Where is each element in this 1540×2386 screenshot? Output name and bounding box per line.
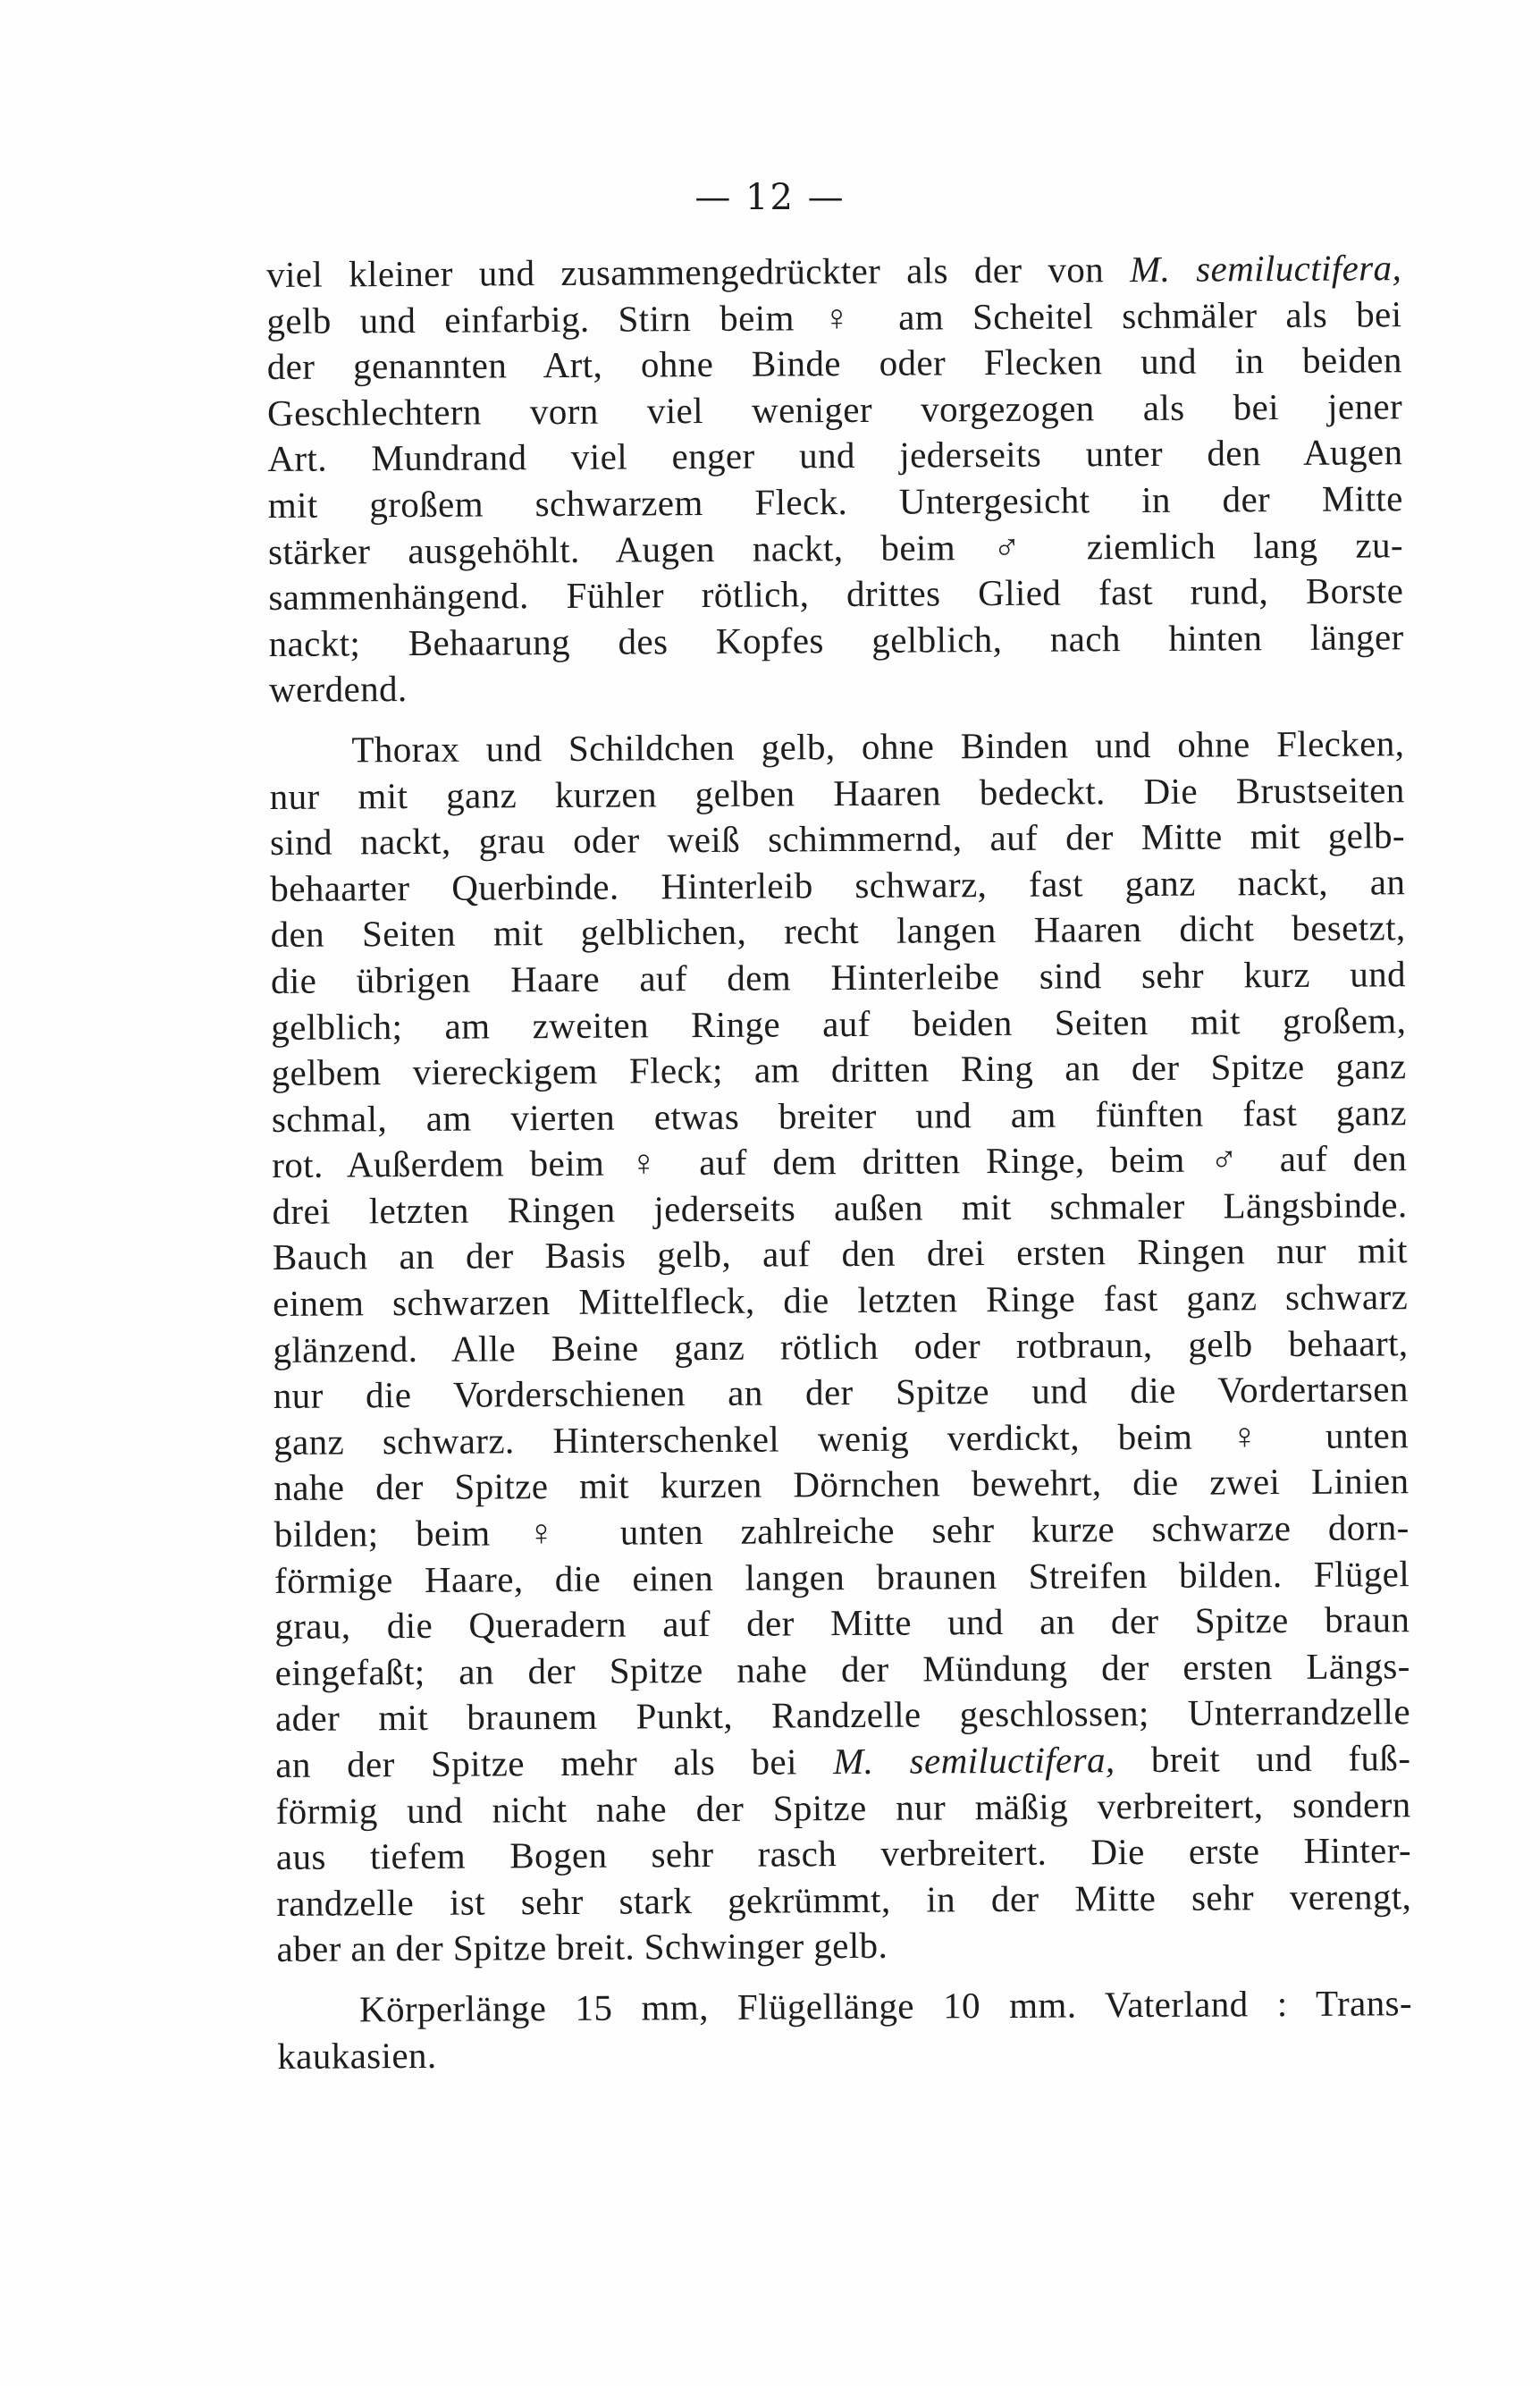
text-segment: randzelle ist sehr stark gekrümmt, in der Mitte sehr verengt,: [276, 1875, 1412, 1924]
text-segment: ganz schwarz. Hinterschenkel wenig verdickt, beim ♀ unten: [273, 1414, 1410, 1463]
paragraph-1: [266, 245, 1404, 713]
text-segment: viel kleiner und zusammengedrückter als der von: [266, 249, 1131, 295]
text-segment: Thorax und Schildchen gelb, ohne Binden und ohne Flecken,: [351, 722, 1405, 771]
body-text: [266, 245, 1412, 2079]
text-line: [273, 1366, 1409, 1419]
text-line: [269, 614, 1404, 667]
text-line: [271, 951, 1406, 1004]
text-line: [276, 1874, 1411, 1927]
text-line: [273, 1228, 1408, 1281]
text-segment: behaarter Querbinde. Hinterleib schwarz, fast ganz nackt, an: [270, 860, 1406, 909]
text-line: [277, 2027, 1412, 2079]
text-segment: nur die Vorderschienen an der Spitze und die Vordertarsen: [273, 1368, 1409, 1417]
text-line: [268, 476, 1403, 528]
text-segment: gelblich; am zweiten Ringe auf beiden Seiten mit großem,: [271, 999, 1407, 1048]
text-segment: gelbem viereckigem Fleck; am dritten Ring an der Spitze ganz: [271, 1045, 1407, 1094]
text-line: [272, 1136, 1407, 1189]
text-line: [268, 522, 1403, 575]
text-line: [269, 721, 1404, 773]
text-line: [275, 1782, 1410, 1834]
text-line: [272, 1090, 1407, 1142]
species-name: M. semiluctifera,: [1129, 247, 1402, 291]
text-segment: schmal, am vierten etwas breiter und am fünften fast ganz: [271, 1091, 1408, 1140]
text-segment: nahe der Spitze mit kurzen Dörnchen bewehrt, die zwei Linien: [273, 1460, 1410, 1509]
text-segment: nackt; Behaarung des Kopfes gelblich, nach hinten länger: [268, 615, 1404, 664]
text-segment: förmig und nicht nahe der Spitze nur mäßig verbreitert, sondern: [275, 1783, 1411, 1832]
text-segment: werdend.: [268, 668, 408, 711]
text-segment: glänzend. Alle Beine ganz rötlich oder rotbraun, gelb behaart,: [273, 1321, 1409, 1370]
page-number: — 12 —: [694, 177, 846, 218]
text-segment: mit großem schwarzem Fleck. Untergesicht in der Mitte: [267, 477, 1403, 526]
text-line: [271, 906, 1406, 958]
species-name: M. semiluctifera,: [832, 1739, 1115, 1783]
text-segment: grau, die Queradern auf der Mitte und an der Spitze braun: [274, 1598, 1410, 1648]
text-line: [270, 859, 1405, 912]
text-line: [273, 1274, 1408, 1327]
text-line: [276, 1827, 1411, 1880]
text-segment: drei letzten Ringen jederseits außen mit schmaler Längsbinde.: [272, 1184, 1408, 1232]
text-line: [274, 1505, 1410, 1557]
text-segment: ader mit braunem Punkt, Randzelle geschlossen; Unterrandzelle: [274, 1690, 1411, 1740]
text-segment: kaukasien.: [277, 2034, 437, 2077]
text-segment: aus tiefem Bogen sehr rasch verbreitert. Die erste Hinter-: [275, 1829, 1412, 1878]
text-segment: stärker ausgehöhlt. Augen nackt, beim ♂ ziemlich lang zu-: [267, 523, 1404, 572]
text-line: [269, 661, 1404, 713]
text-segment: bilden; beim ♀ unten zahlreiche sehr kurze schwarze dorn-: [273, 1506, 1410, 1556]
text-segment: der genannten Art, ohne Binde oder Flecken und in beiden: [266, 339, 1402, 388]
text-segment: Körperlänge 15 mm, Flügellänge 10 mm. Vaterland : Trans-: [358, 1982, 1413, 2030]
paragraph-2: [269, 721, 1411, 1973]
text-line: [270, 767, 1405, 820]
text-line: [275, 1690, 1410, 1742]
text-line: [272, 1182, 1407, 1235]
text-line: [267, 430, 1402, 483]
text-segment: an der Spitze mehr als bei: [275, 1741, 834, 1785]
text-line: [273, 1412, 1409, 1465]
paragraph-3: [277, 1980, 1413, 2079]
text-line: [271, 1043, 1406, 1096]
text-segment: die übrigen Haare auf dem Hinterleibe sind sehr kurz und: [270, 953, 1407, 1001]
text-line: [274, 1597, 1410, 1649]
text-segment: gelb und einfarbig. Stirn beim ♀ am Scheitel schmäler als bei: [266, 292, 1402, 341]
text-line: [273, 1459, 1409, 1512]
text-segment: breit und fuß-: [1115, 1737, 1411, 1781]
text-line: [274, 1551, 1410, 1604]
text-segment: aber an der Spitze breit. Schwinger gelb.: [276, 1925, 888, 1970]
text-segment: rot. Außerdem beim ♀ auf dem dritten Ringe, beim ♂ auf den: [272, 1137, 1408, 1186]
text-segment: Bauch an der Basis gelb, auf den drei ersten Ringen nur mit: [272, 1229, 1408, 1278]
text-segment: den Seiten mit gelblichen, recht langen Haaren dicht besetzt,: [270, 906, 1406, 956]
text-segment: einem schwarzen Mittelfleck, die letzten Ringe fast ganz schwarz: [273, 1276, 1409, 1325]
text-segment: sind nackt, grau oder weiß schimmernd, auf der Mitte mit gelb-: [269, 814, 1406, 864]
text-line: [273, 1320, 1408, 1373]
text-line: [267, 337, 1402, 390]
text-line: [276, 1920, 1411, 1973]
text-line: [277, 1980, 1412, 2033]
text-segment: nur mit ganz kurzen gelben Haaren bedeckt. Die Brustseiten: [269, 768, 1405, 817]
text-line: [275, 1643, 1410, 1696]
text-segment: Art. Mundrand viel enger und jederseits unter den Augen: [267, 431, 1403, 480]
text-segment: sammenhängend. Fühler rötlich, drittes Glied fast rund, Borste: [268, 569, 1404, 619]
text-line: [270, 813, 1405, 865]
text-line: [266, 245, 1401, 298]
text-line: [268, 568, 1403, 620]
text-line: [271, 998, 1406, 1050]
text-line: [275, 1735, 1410, 1788]
text-segment: Geschlechtern vorn viel weniger vorgezogen als bei jener: [266, 385, 1403, 434]
text-segment: eingefaßt; an der Spitze nahe der Mündung der ersten Längs-: [274, 1645, 1410, 1693]
text-segment: förmige Haare, die einen langen braunen Streifen bilden. Flügel: [273, 1552, 1410, 1601]
text-line: [267, 384, 1402, 436]
text-line: [266, 291, 1401, 344]
